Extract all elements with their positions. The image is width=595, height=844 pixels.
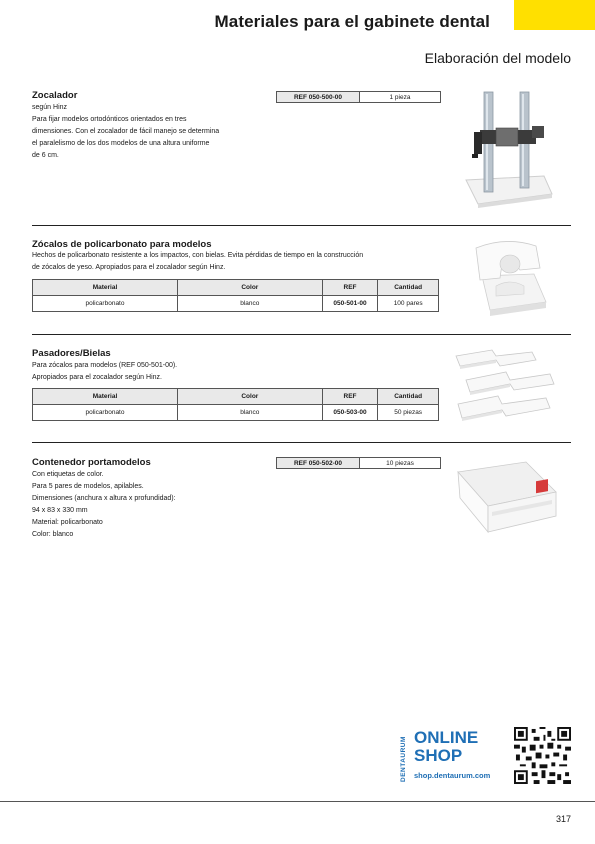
shop-line-shop: SHOP bbox=[414, 746, 463, 765]
section-title-pasadores: Pasadores/Bielas bbox=[32, 348, 111, 359]
section-divider bbox=[32, 334, 571, 335]
zocalos-image bbox=[466, 234, 552, 320]
ref-cell: REF 050-502-00 bbox=[277, 458, 360, 469]
ref-table-zocalador bbox=[276, 91, 441, 103]
page-subtitle: Elaboración del modelo bbox=[424, 50, 571, 66]
product-table-zocalos bbox=[32, 279, 439, 312]
cell-color: blanco bbox=[177, 296, 322, 312]
description-line: Con etiquetas de color. bbox=[32, 471, 104, 478]
table-header-row bbox=[33, 389, 439, 405]
description-line: de zócalos de yeso. Apropiados para el zocalador según Hinz. bbox=[32, 264, 226, 271]
footer-rule bbox=[0, 801, 595, 802]
shop-brand-vertical bbox=[400, 726, 410, 782]
contenedor-image bbox=[452, 456, 562, 538]
table-header-row bbox=[33, 280, 439, 296]
section-description-pasadores bbox=[32, 360, 332, 384]
section-description-contenedor bbox=[32, 469, 272, 541]
description-line: Para 5 pares de modelos, apilables. bbox=[32, 483, 144, 490]
table-row bbox=[33, 405, 439, 421]
description-line: Material: policarbonato bbox=[32, 519, 103, 526]
page-title: Materiales para el gabinete dental bbox=[214, 12, 490, 31]
description-line: 94 x 83 x 330 mm bbox=[32, 507, 88, 514]
quantity-cell: 10 piezas bbox=[360, 458, 441, 469]
description-line: dimensiones. Con el zocalador de fácil manejo se determina bbox=[32, 128, 220, 135]
section-title-zocalos: Zócalos de policarbonato para modelos bbox=[32, 239, 212, 250]
column-header-material: Material bbox=[33, 280, 178, 296]
quantity-cell: 1 pieza bbox=[360, 92, 441, 103]
yellow-corner-tab bbox=[514, 0, 595, 30]
cell-ref: 050-503-00 bbox=[322, 405, 378, 421]
ref-cell: REF 050-500-00 bbox=[277, 92, 360, 103]
zocalador-image bbox=[456, 88, 556, 210]
column-header-color: Color bbox=[177, 389, 322, 405]
cell-color: blanco bbox=[177, 405, 322, 421]
description-line: Para fijar modelos ortodónticos orientados en tres bbox=[32, 116, 187, 123]
qr-code-icon[interactable] bbox=[514, 727, 571, 784]
section-title-contenedor: Contenedor portamodelos bbox=[32, 457, 151, 468]
description-line: el paralelismo de los dos modelos de una altura uniforme bbox=[32, 140, 210, 147]
shop-brand: DENTAURUM bbox=[400, 736, 407, 782]
pasadores-image bbox=[452, 346, 564, 428]
section-description-zocalos bbox=[32, 250, 452, 274]
column-header-ref: REF bbox=[322, 389, 378, 405]
shop-url-link[interactable]: shop.dentaurum.com bbox=[414, 771, 491, 780]
section-divider bbox=[32, 442, 571, 443]
shop-line-online: ONLINE bbox=[414, 728, 479, 747]
cell-material: policarbonato bbox=[33, 296, 178, 312]
cell-quantity: 50 piezas bbox=[378, 405, 439, 421]
online-shop-heading[interactable] bbox=[414, 729, 478, 765]
section-description-zocalador bbox=[32, 102, 272, 162]
description-line: Dimensiones (anchura x altura x profundidad): bbox=[32, 495, 176, 502]
section-divider bbox=[32, 225, 571, 226]
description-line: Apropiados para el zocalador según Hinz. bbox=[32, 374, 162, 381]
product-table-pasadores bbox=[32, 388, 439, 421]
description-line: Color: blanco bbox=[32, 531, 74, 538]
column-header-color: Color bbox=[177, 280, 322, 296]
table-row bbox=[33, 296, 439, 312]
column-header-ref: REF bbox=[322, 280, 378, 296]
description-line: de 6 cm. bbox=[32, 152, 59, 159]
ref-table-contenedor bbox=[276, 457, 441, 469]
cell-ref: 050-501-00 bbox=[322, 296, 378, 312]
page-number: 317 bbox=[555, 814, 571, 824]
column-header-quantity: Cantidad bbox=[378, 280, 439, 296]
cell-quantity: 100 pares bbox=[378, 296, 439, 312]
description-line: Para zócalos para modelos (REF 050-501-00). bbox=[32, 362, 178, 369]
column-header-material: Material bbox=[33, 389, 178, 405]
section-title-zocalador: Zocalador bbox=[32, 90, 78, 101]
column-header-quantity: Cantidad bbox=[378, 389, 439, 405]
cell-material: policarbonato bbox=[33, 405, 178, 421]
description-line: según Hinz bbox=[32, 104, 68, 111]
description-line: Hechos de policarbonato resistente a los impactos, con bielas. Evita pérdidas de tiempo en la construcción bbox=[32, 252, 364, 259]
